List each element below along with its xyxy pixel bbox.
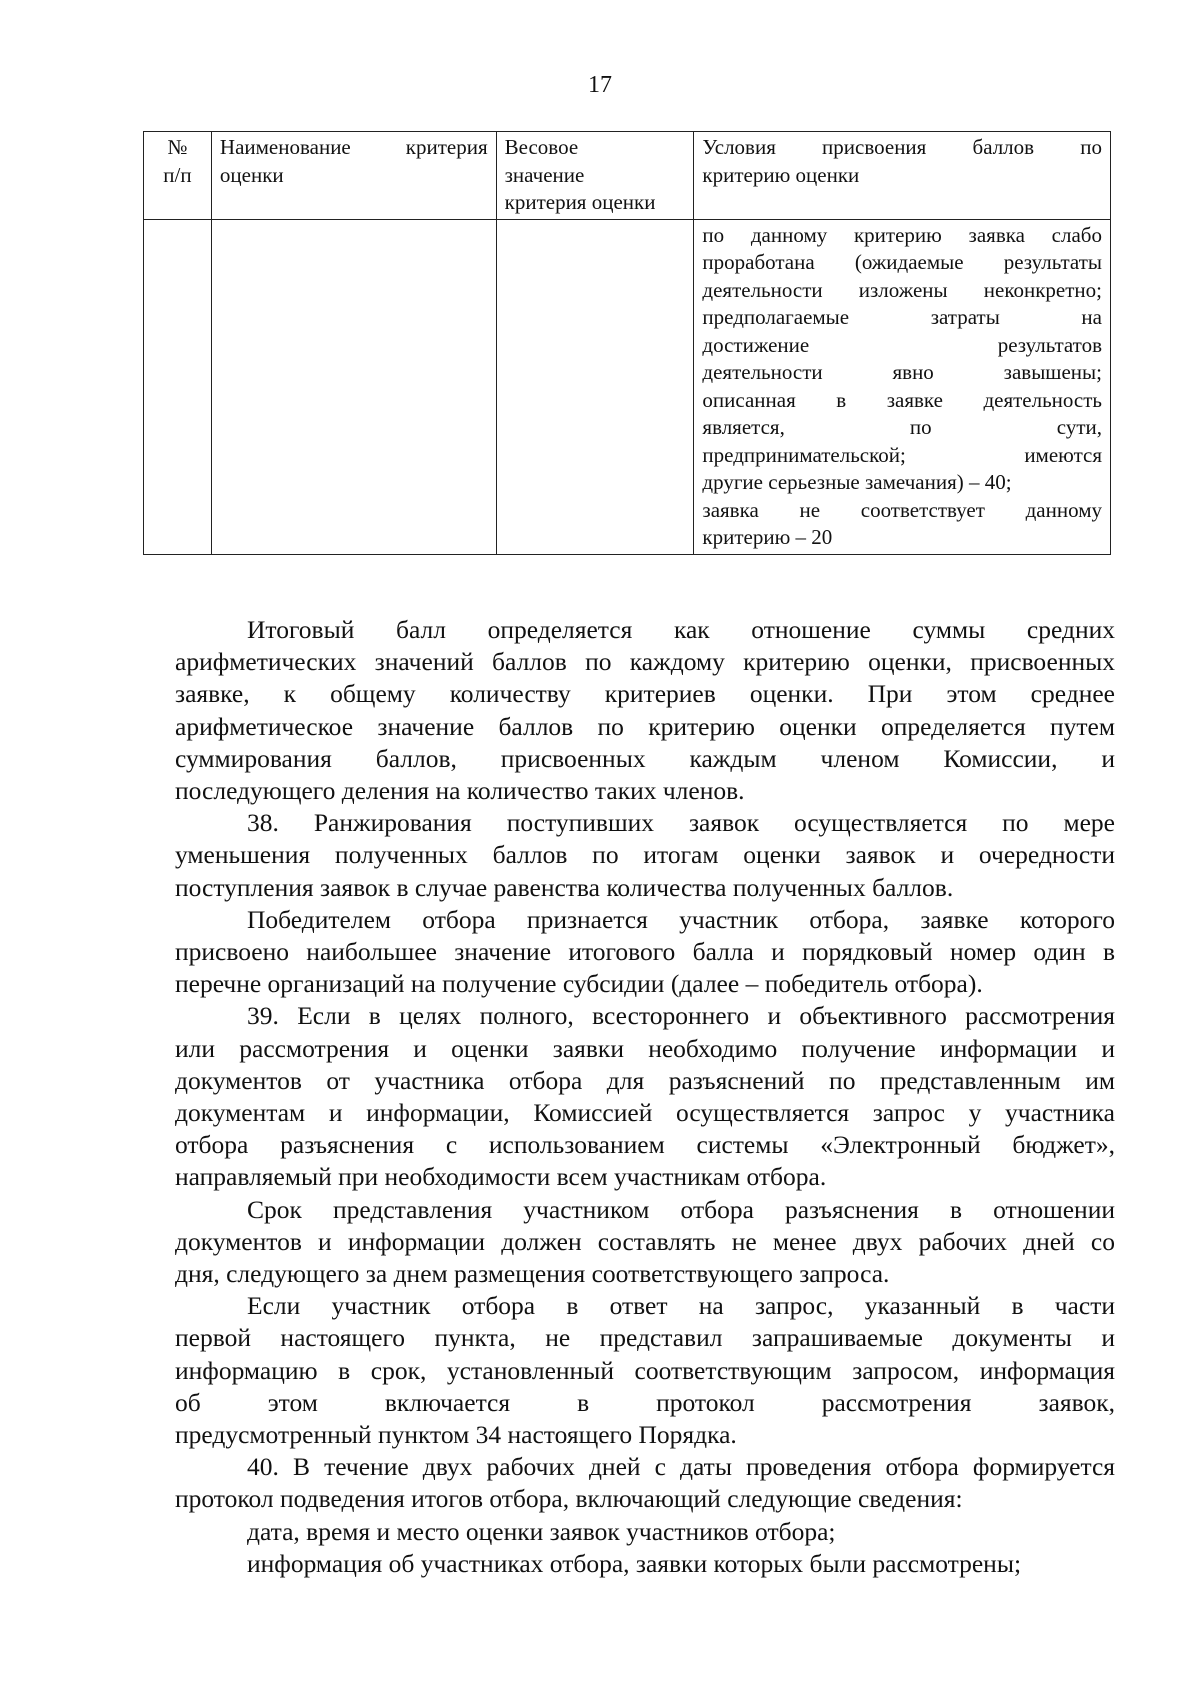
header-criterion-line: оценки <box>219 162 284 187</box>
header-criterion-name <box>211 132 496 220</box>
condition-line: проработана (ожидаемые результаты <box>702 250 1102 274</box>
condition-line: описанная в заявке деятельность <box>702 387 1102 412</box>
body-line: дня, следующего за днем размещения соответствующего запроса. <box>175 1259 890 1289</box>
header-conditions-line: критерию оценки <box>702 162 860 187</box>
body-line: документам и информации, Комиссией осуществляется запрос у участника <box>175 1098 1115 1128</box>
body-line: 40. В течение двух рабочих дней с даты проведения отбора формируется <box>247 1452 1115 1482</box>
body-line: информацию в срок, установленный соответствующим запросом, информация <box>175 1355 1115 1385</box>
condition-line: предполагаемые затраты на <box>702 305 1102 329</box>
body-line: документов от участника отбора для разъяснений по представленным им <box>175 1065 1115 1095</box>
header-weight <box>496 132 694 220</box>
body-line: дата, время и место оценки заявок участников отбора; <box>247 1516 836 1546</box>
body-line: предусмотренный пунктом 34 настоящего Порядка. <box>175 1420 737 1450</box>
header-number <box>144 132 212 220</box>
condition-line: является, по сути, <box>702 415 1102 439</box>
body-line: Итоговый балл определяется как отношение суммы средних <box>247 615 1115 644</box>
header-weight-line: Весовое <box>504 135 579 159</box>
condition-line: деятельности явно завышены; <box>702 360 1102 384</box>
criteria-table <box>143 131 1111 555</box>
body-line: перечне организаций на получение субсидии (далее – победитель отбора). <box>175 969 983 999</box>
header-conditions <box>694 132 1111 220</box>
body-line: поступления заявок в случае равенства количества полученных баллов. <box>175 872 954 902</box>
page-number: 17 <box>588 72 612 98</box>
row-weight-cell <box>496 219 694 554</box>
header-weight-line: критерия оценки <box>504 190 656 214</box>
condition-line: достижение результатов <box>702 332 1102 357</box>
body-text <box>175 614 1115 1580</box>
condition-line: заявка не соответствует данному <box>702 497 1102 522</box>
header-criterion-line: Наименование критерия <box>219 135 488 159</box>
body-line: арифметическое значение баллов по критерию оценки определяется путем <box>175 711 1115 741</box>
table-row <box>144 219 1111 554</box>
body-line: протокол подведения итогов отбора, включающий следующие сведения: <box>175 1484 963 1514</box>
body-line: присвоено наибольшее значение итогового балла и порядковый номер один в <box>175 937 1115 967</box>
header-number-line: № <box>167 135 188 159</box>
body-line: об этом включается в протокол рассмотрения заявок, <box>175 1387 1115 1417</box>
body-line: арифметических значений баллов по каждому критерию оценки, присвоенных <box>175 647 1115 677</box>
row-number-cell <box>144 219 212 554</box>
body-line: Если участник отбора в ответ на запрос, указанный в части <box>247 1291 1115 1321</box>
body-line: информация об участниках отбора, заявки которых были рассмотрены; <box>247 1548 1022 1578</box>
table-header-row <box>144 132 1111 220</box>
condition-line: критерию – 20 <box>702 525 833 549</box>
body-line: 38. Ранжирования поступивших заявок осуществляется по мере <box>247 808 1115 838</box>
body-line: суммирования баллов, присвоенных каждым членом Комиссии, и <box>175 743 1115 773</box>
condition-line: другие серьезные замечания) – 40; <box>702 470 1012 494</box>
body-line: последующего деления на количество таких членов. <box>175 776 745 806</box>
body-line: отбора разъяснения с использованием системы «Электронный бюджет», <box>175 1130 1115 1160</box>
body-line: первой настоящего пункта, не представил запрашиваемые документы и <box>175 1323 1115 1353</box>
body-line: направляемый при необходимости всем участникам отбора. <box>175 1162 827 1192</box>
body-line: документов и информации должен составлять не менее двух рабочих дней со <box>175 1226 1115 1256</box>
condition-line: предпринимательской; имеются <box>702 442 1102 467</box>
condition-line: деятельности изложены неконкретно; <box>702 277 1102 302</box>
body-line: уменьшения полученных баллов по итогам оценки заявок и очередности <box>175 840 1115 870</box>
body-line: заявке, к общему количеству критериев оценки. При этом среднее <box>175 679 1115 709</box>
body-line: или рассмотрения и оценки заявки необходимо получение информации и <box>175 1033 1115 1063</box>
body-line: Победителем отбора признается участник отбора, заявке которого <box>247 904 1115 934</box>
row-criterion-cell <box>211 219 496 554</box>
body-line: 39. Если в целях полного, всестороннего и объективного рассмотрения <box>247 1001 1115 1031</box>
header-weight-line: значение <box>504 162 585 187</box>
condition-line: по данному критерию заявка слабо <box>702 222 1102 247</box>
body-line: Срок представления участником отбора разъяснения в отношении <box>247 1194 1115 1224</box>
header-conditions-line: Условия присвоения баллов по <box>702 135 1102 159</box>
row-conditions-cell <box>694 219 1111 554</box>
header-number-line: п/п <box>163 162 192 187</box>
